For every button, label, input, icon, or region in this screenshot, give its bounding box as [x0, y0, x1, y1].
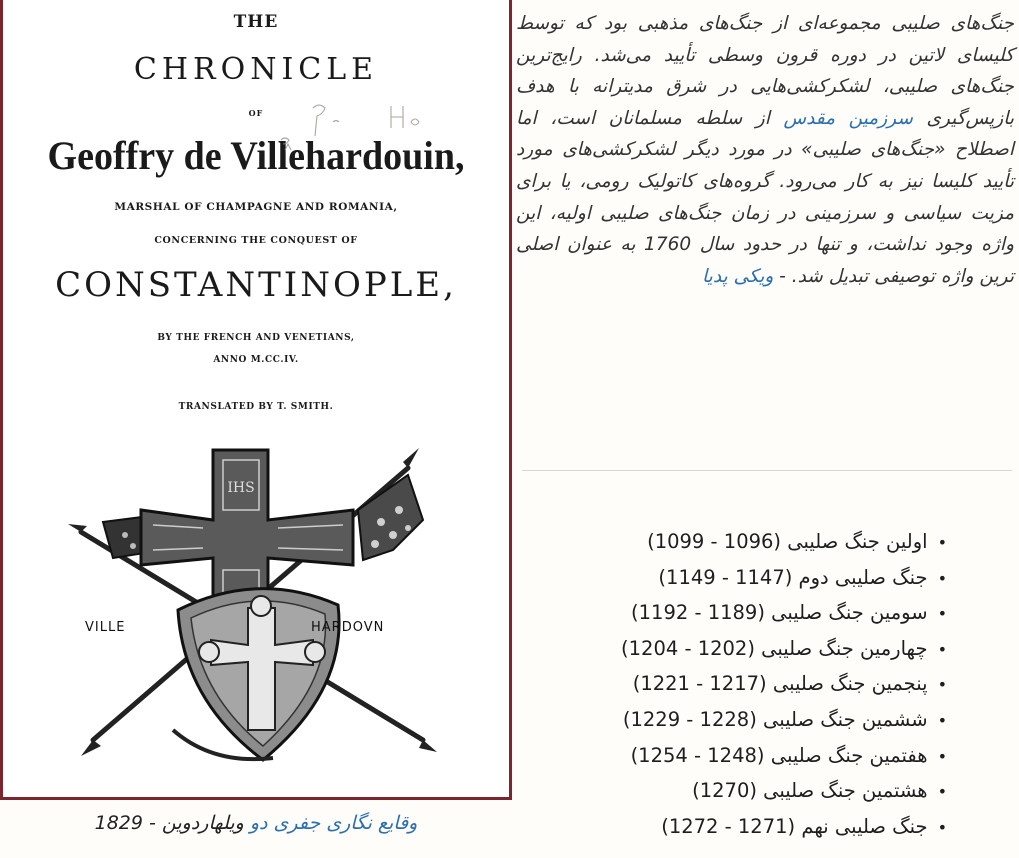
holy-land-link[interactable]: سرزمین مقدس	[783, 107, 913, 129]
crusade-item[interactable]	[621, 667, 947, 703]
crusade-label: هفتمین جنگ صلیبی (1248 - 1254)	[630, 743, 928, 767]
crusade-label: جنگ صلیبی نهم (1271 - 1272)	[661, 814, 928, 838]
bullet-icon: •	[937, 639, 947, 659]
crusade-item[interactable]	[621, 810, 947, 846]
caption-link[interactable]: وقایع نگاری جفری دو	[249, 812, 418, 834]
crusade-item[interactable]	[621, 525, 947, 561]
crusade-item[interactable]	[621, 739, 947, 775]
bullet-icon: •	[937, 782, 947, 802]
bullet-icon: •	[937, 710, 947, 730]
title-marshal-line: MARSHAL OF CHAMPAGNE AND ROMANIA,	[114, 201, 398, 213]
crusade-item[interactable]	[621, 561, 947, 597]
title-by-line: BY THE FRENCH AND VENETIANS,	[157, 333, 355, 343]
title-author-name: Geoffry de Villehardouin,	[47, 133, 465, 178]
bullet-icon: •	[937, 568, 947, 588]
title-chronicle: CHRONICLE	[133, 52, 379, 87]
crusade-label: اولین جنگ صلیبی (1096 - 1099)	[647, 530, 928, 553]
title-anno-line: ANNO M.CC.IV.	[213, 355, 299, 365]
crusade-label: چهارمین جنگ صلیبی (1202 - 1204)	[621, 636, 928, 660]
description-text-1: جنگ‌های صلیبی مجموعه‌ای از جنگ‌های مذهبی بود که توسط کلیسای لاتین در دوره قرون وسطی تأیید می‌شد. رایج‌ترین جنگ‌های صلیبی، لشکرکشی‌هایی در شرق مدیترانه با هدف بازپس‌گیری	[516, 13, 1014, 129]
crusade-label: سومین جنگ صلیبی (1189 - 1192)	[631, 601, 928, 625]
heraldic-emblem-image	[63, 440, 453, 780]
crusade-item[interactable]	[621, 632, 947, 668]
bullet-icon: •	[937, 533, 947, 552]
title-of: OF	[248, 108, 264, 118]
caption-text: ویلهاردوین - 1829	[94, 812, 250, 834]
section-divider	[522, 470, 1012, 471]
crusade-item[interactable]	[621, 774, 947, 810]
pencil-marks-image	[273, 100, 433, 170]
title-constantinople: CONSTANTINOPLE,	[55, 265, 457, 305]
cross-monogram: IHS	[227, 480, 255, 496]
wikipedia-link[interactable]: ویکی پدیا	[702, 265, 774, 287]
crusade-label: ششمین جنگ صلیبی (1228 - 1229)	[622, 707, 928, 731]
description-text-2: از سلطه مسلمانان است، اما اصطلاح «جنگ‌های صلیبی» در مورد دیگر لشکرکشی‌های مورد تأیید کلیسا نیز به کار می‌رود. گروه‌های کاتولیک رومی، یا برای مزیت سیاسی و سرزمینی در زمان جنگ‌های صلیبی اولیه، این واژه وجود نداشت، و تنها در حدود سال 1760 به عنوان اصلی ترین واژه توصیفی تبدیل شد. -	[516, 107, 1014, 287]
bullet-icon: •	[937, 604, 947, 624]
emblem-word-left: VILLE	[85, 620, 126, 635]
crusades-description	[516, 8, 1014, 292]
crusades-list	[621, 525, 947, 845]
bullet-icon: •	[937, 817, 947, 837]
image-caption	[0, 812, 512, 834]
crusade-label: جنگ صلیبی دوم (1147 - 1149)	[658, 565, 928, 589]
crusade-label: هشتمین جنگ صلیبی (1270)	[692, 779, 928, 803]
crusade-item[interactable]	[621, 596, 947, 632]
bullet-icon: •	[937, 675, 947, 695]
title-the: THE	[233, 12, 279, 32]
title-translated-line: TRANSLATED BY T. SMITH.	[178, 402, 334, 412]
article-panel	[512, 0, 1019, 858]
crusade-item[interactable]	[621, 703, 947, 739]
crusade-label: پنجمین جنگ صلیبی (1217 - 1221)	[632, 672, 928, 696]
bullet-icon: •	[937, 746, 947, 766]
emblem-word-right: HARDOVN	[311, 620, 385, 635]
book-title-page-image[interactable]	[0, 0, 512, 800]
title-concerning-line: CONCERNING THE CONQUEST OF	[154, 235, 358, 246]
